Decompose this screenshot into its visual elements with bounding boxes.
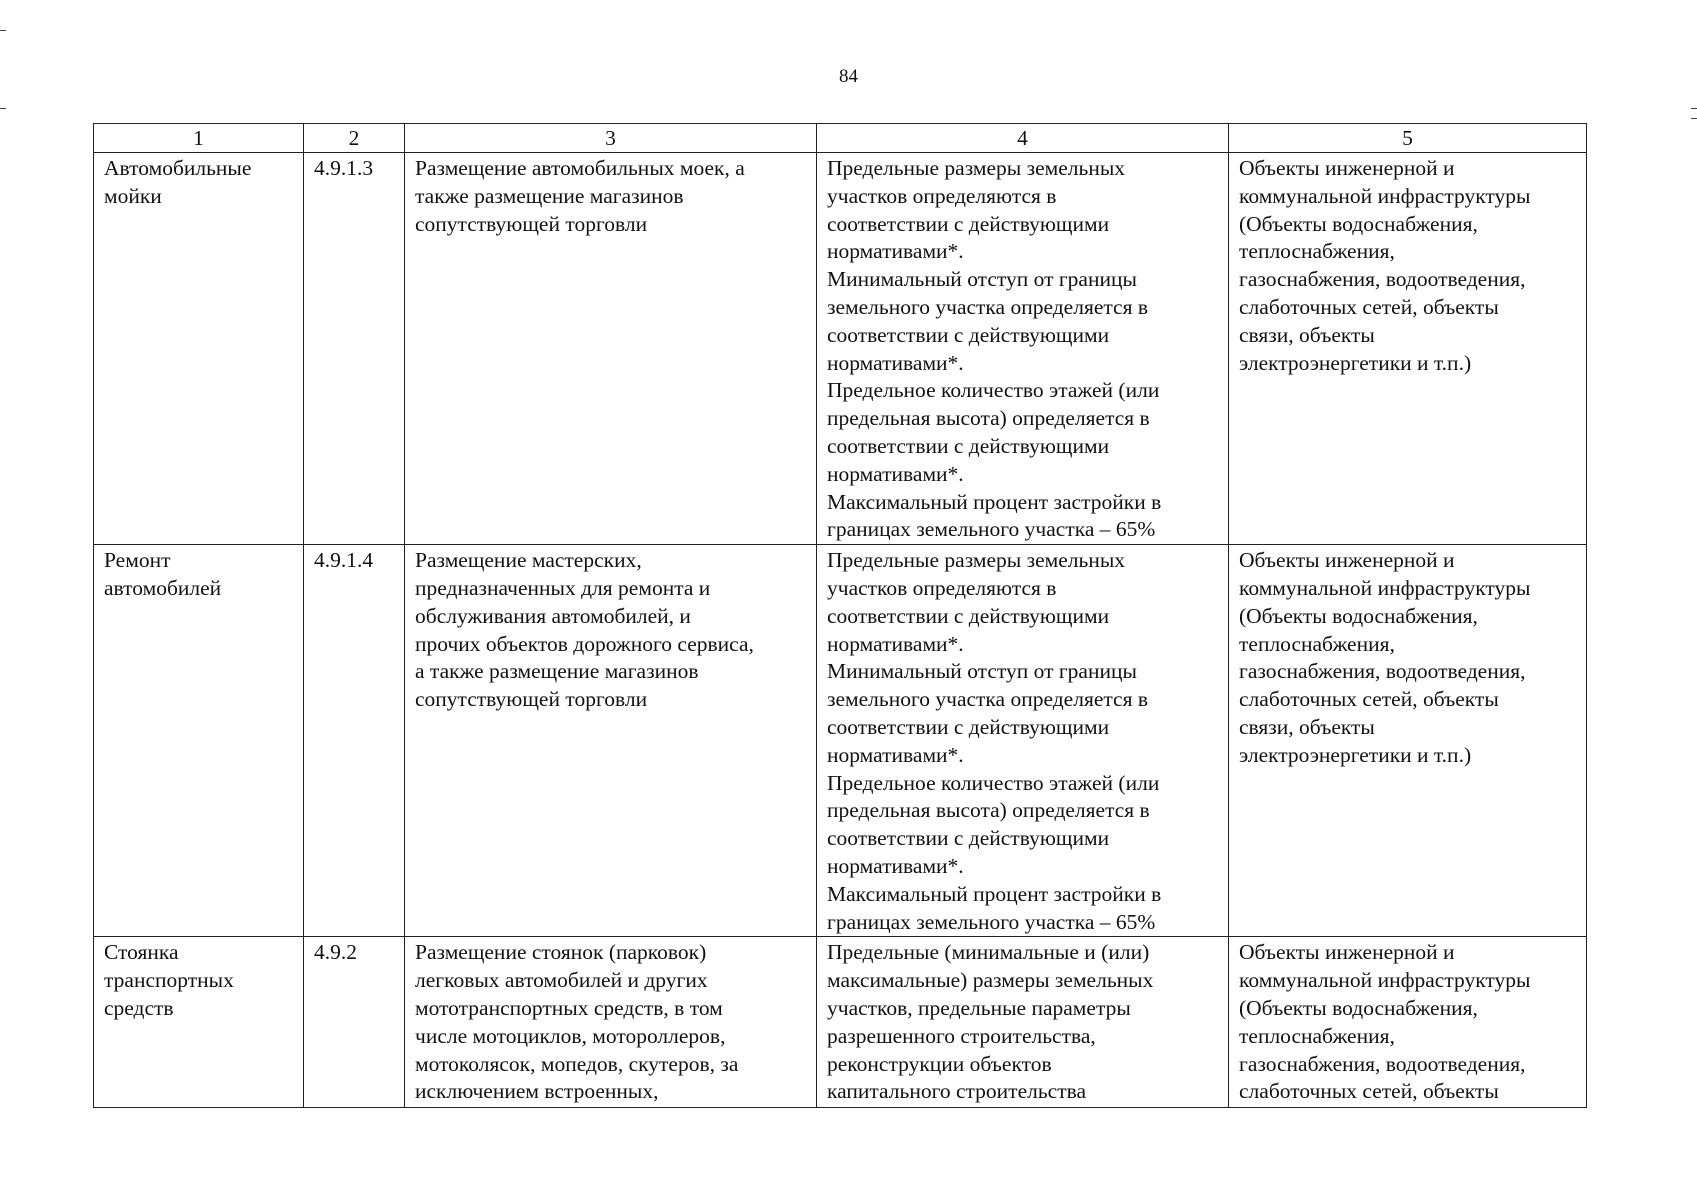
- column-header: 3: [405, 124, 817, 153]
- table-row: [94, 545, 1587, 937]
- table-row: [94, 937, 1587, 1108]
- auxiliary-uses: Объекты инженерной и коммунальной инфраструктуры (Объекты водоснабжения, теплоснабжения, газоснабжения, водоотведения, слаботочных сетей, объекты: [1229, 937, 1587, 1108]
- use-type-code: 4.9.1.3: [304, 153, 405, 545]
- scan-edge-mark: [1691, 118, 1697, 119]
- column-header: 1: [94, 124, 304, 153]
- scan-edge-mark: [1691, 108, 1697, 109]
- construction-parameters: Предельные размеры земельных участков определяются в соответствии с действующими нормативами*. Минимальный отступ от границы земельного участка определяется в соответствии с действующими нормативами*. Предельное количество этажей (или предельная высота) определяется в соответствии с действующими нормативами*. Максимальный процент застройки в границах земельного участка – 65%: [817, 545, 1229, 937]
- auxiliary-uses: Объекты инженерной и коммунальной инфраструктуры (Объекты водоснабжения, теплоснабжения, газоснабжения, водоотведения, слаботочных сетей, объекты связи, объекты электроэнергетики и т.п.): [1229, 545, 1587, 937]
- regulations-table: [93, 123, 1587, 1108]
- scan-edge-mark: [0, 108, 6, 109]
- scan-edge-mark: [0, 30, 6, 31]
- use-type-name: Стоянка транспортных средств: [94, 937, 304, 1108]
- use-type-name: Автомобильные мойки: [94, 153, 304, 545]
- construction-parameters: Предельные размеры земельных участков определяются в соответствии с действующими нормативами*. Минимальный отступ от границы земельного участка определяется в соответствии с действующими нормативами*. Предельное количество этажей (или предельная высота) определяется в соответствии с действующими нормативами*. Максимальный процент застройки в границах земельного участка – 65%: [817, 153, 1229, 545]
- construction-parameters: Предельные (минимальные и (или) максимальные) размеры земельных участков, предельные параметры разрешенного строительства, реконструкции объектов капитального строительства: [817, 937, 1229, 1108]
- page-number: 84: [839, 66, 858, 87]
- use-type-name: Ремонт автомобилей: [94, 545, 304, 937]
- column-header: 4: [817, 124, 1229, 153]
- use-type-code: 4.9.1.4: [304, 545, 405, 937]
- column-header: 5: [1229, 124, 1587, 153]
- use-type-description: Размещение мастерских, предназначенных для ремонта и обслуживания автомобилей, и прочих объектов дорожного сервиса, а также размещение магазинов сопутствующей торговли: [405, 545, 817, 937]
- table-header-row: [94, 124, 1587, 153]
- use-type-description: Размещение автомобильных моек, а также размещение магазинов сопутствующей торговли: [405, 153, 817, 545]
- auxiliary-uses: Объекты инженерной и коммунальной инфраструктуры (Объекты водоснабжения, теплоснабжения, газоснабжения, водоотведения, слаботочных сетей, объекты связи, объекты электроэнергетики и т.п.): [1229, 153, 1587, 545]
- use-type-description: Размещение стоянок (парковок) легковых автомобилей и других мототранспортных средств, в том числе мотоциклов, мотороллеров, мотоколясок, мопедов, скутеров, за исключением встроенных,: [405, 937, 817, 1108]
- use-type-code: 4.9.2: [304, 937, 405, 1108]
- table-row: [94, 153, 1587, 545]
- column-header: 2: [304, 124, 405, 153]
